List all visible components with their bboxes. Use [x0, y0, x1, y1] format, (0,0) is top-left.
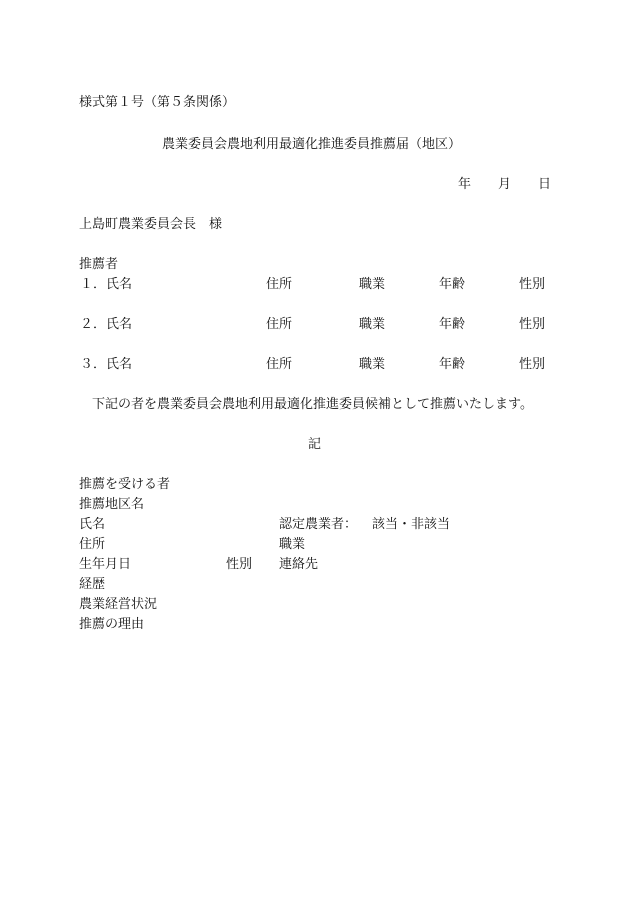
recommender-number: ２．: [80, 317, 107, 332]
recommender-name-label: 氏名: [106, 357, 133, 372]
recommender-sex-label: 性別: [519, 277, 546, 292]
candidate-sex-label: 性別: [226, 557, 253, 572]
candidate-heading: 推薦を受ける者: [79, 477, 171, 492]
recommender-sex-label: 性別: [519, 357, 546, 372]
recommendation-statement: 下記の者を農業委員会農地利用最適化推進委員候補として推薦いたします。: [92, 397, 533, 412]
ki-heading: 記: [308, 437, 322, 452]
recommender-number: １．: [80, 277, 107, 292]
recommender-address-label: 住所: [266, 317, 293, 332]
candidate-name-label: 氏名: [79, 517, 106, 532]
recommender-name-label: 氏名: [106, 317, 133, 332]
form-number: 様式第１号（第５条関係）: [79, 95, 236, 110]
candidate-birthdate-label: 生年月日: [79, 557, 132, 572]
recommender-age-label: 年齢: [439, 317, 466, 332]
recommender-age-label: 年齢: [439, 357, 466, 372]
document-title: 農業委員会農地利用最適化推進委員推薦届（地区）: [162, 137, 462, 152]
recommender-age-label: 年齢: [439, 277, 466, 292]
date-month-label: 月: [498, 177, 512, 192]
candidate-occupation-label: 職業: [279, 537, 306, 552]
addressee: 上島町農業委員会長 様: [79, 217, 223, 232]
candidate-reason-label: 推薦の理由: [79, 617, 145, 632]
certified-farmer-label: 認定農業者：: [279, 517, 358, 532]
recommender-sex-label: 性別: [519, 317, 546, 332]
candidate-address-label: 住所: [79, 537, 106, 552]
recommender-address-label: 住所: [266, 357, 293, 372]
candidate-contact-label: 連絡先: [279, 557, 319, 572]
certified-farmer-options: 該当・非該当: [372, 517, 451, 532]
candidate-farm-status-label: 農業経営状況: [79, 597, 158, 612]
candidate-history-label: 経歴: [79, 577, 106, 592]
recommender-occupation-label: 職業: [359, 277, 386, 292]
date-day-label: 日: [538, 177, 552, 192]
recommender-name-label: 氏名: [106, 277, 133, 292]
recommenders-heading: 推薦者: [79, 257, 119, 272]
recommender-address-label: 住所: [266, 277, 293, 292]
district-label: 推薦地区名: [79, 497, 145, 512]
recommender-occupation-label: 職業: [359, 357, 386, 372]
recommender-occupation-label: 職業: [359, 317, 386, 332]
recommender-number: ３．: [80, 357, 107, 372]
date-year-label: 年: [458, 177, 472, 192]
